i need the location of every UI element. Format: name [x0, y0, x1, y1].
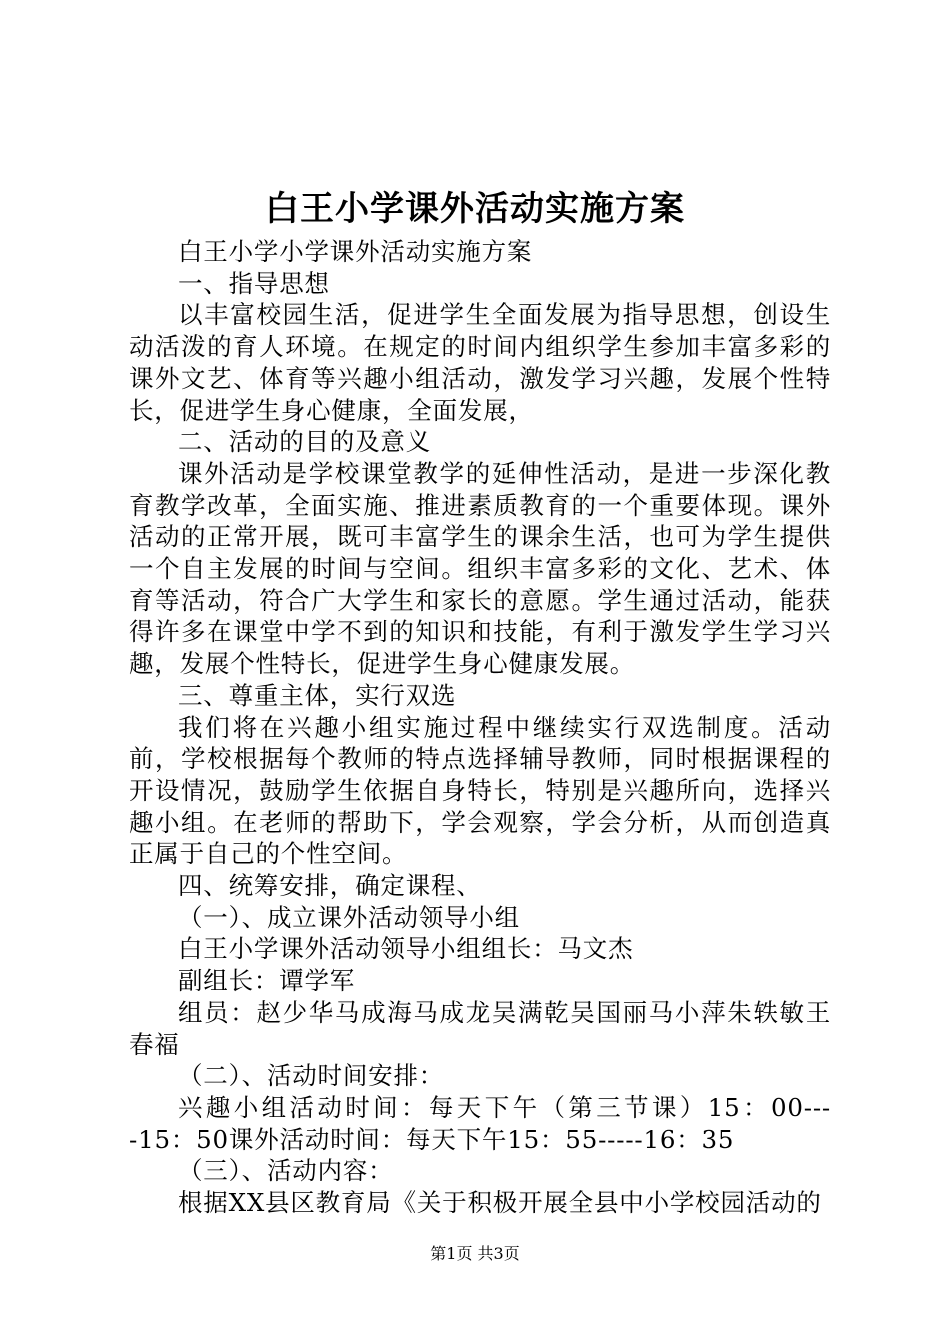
subheading-leadership-group: （一）、成立课外活动领导小组 [178, 902, 520, 932]
subheading-content: （三）、活动内容： [178, 1156, 394, 1186]
heading-guiding-ideology: 一、指导思想 [178, 268, 330, 298]
paragraph-members: 组员：赵少华马成海马成龙吴满乾吴国丽马小萍朱轶敏王春福 [129, 997, 831, 1059]
subheading-schedule: （二）、活动时间安排： [178, 1061, 445, 1091]
paragraph-deputy-leader: 副组长：谭学军 [178, 966, 356, 996]
paragraph-dual-selection: 我们将在兴趣小组实施过程中继续实行双选制度。活动前，学校根据每个教师的特点选择辅导教师，同时根据课程的开设情况，鼓励学生依据自身特长，特别是兴趣所向，选择兴趣小组。在老师的帮助下，学会观察，学会分析，从而创造真正属于自己的个性空间。 [129, 712, 831, 869]
heading-arrangement: 四、统筹安排，确定课程、 [178, 871, 482, 901]
paragraph-content: 根据XX县区教育局《关于积极开展全县中小学校园活动的 [178, 1188, 822, 1218]
paragraph-subtitle: 白王小学小学课外活动实施方案 [178, 237, 533, 266]
heading-purpose: 二、活动的目的及意义 [178, 427, 431, 457]
paragraph-purpose: 课外活动是学校课堂教学的延伸性活动，是进一步深化教育教学改革，全面实施、推进素质教育的一个重要体现。课外活动的正常开展，既可丰富学生的课余生活，也可为学生提供一个自主发展的时间与空间。组织丰富多彩的文化、艺术、体育等活动，符合广大学生和家长的意愿。学生通过活动，能获得许多在课堂中学不到的知识和技能，有利于激发学生学习兴趣，发展个性特长，促进学生身心健康发展。 [129, 458, 831, 679]
heading-dual-selection: 三、尊重主体，实行双选 [178, 680, 457, 710]
paragraph-group-leader: 白王小学课外活动领导小组组长：马文杰 [178, 934, 634, 964]
document-title: 白王小学课外活动实施方案 [265, 189, 685, 229]
document-body [129, 236, 831, 1219]
paragraph-schedule: 兴趣小组活动时间：每天下午（第三节课）15：00----15：50课外活动时间：每天下午15：55-----16：35 [129, 1092, 831, 1154]
page-number-footer: 第1页 共3页 [430, 1244, 520, 1263]
paragraph-guiding-ideology: 以丰富校园生活，促进学生全面发展为指导思想，创设生动活泼的育人环境。在规定的时间内组织学生参加丰富多彩的课外文艺、体育等兴趣小组活动，激发学习兴趣，发展个性特长，促进学生身心健康，全面发展， [129, 300, 831, 425]
